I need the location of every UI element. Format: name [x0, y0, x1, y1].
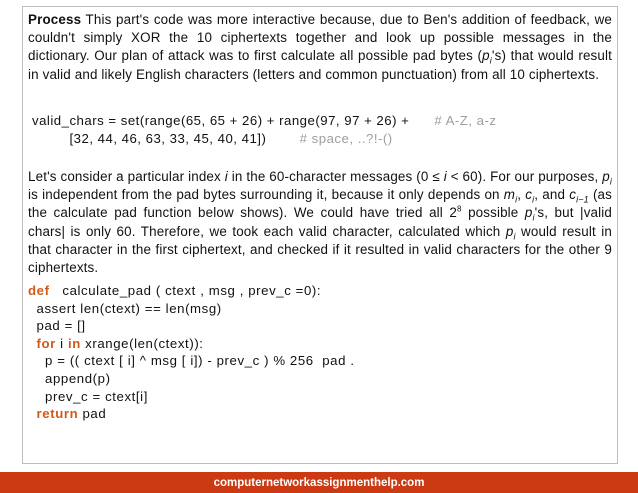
- code1-line1: valid_chars = set(range(65, 65 + 26) + range(97, 97 + 26) +: [32, 113, 410, 128]
- for-keyword: for: [36, 335, 56, 351]
- process-heading: Process: [28, 12, 82, 27]
- p2-text-3: < 60). For our purposes,: [446, 169, 603, 184]
- code2-line4: xrange(len(ctext)):: [80, 335, 204, 351]
- process-text-2: 's) that would result in valid and likely English characters (letters and common punctuation) from all 10 ciphertexts.: [28, 48, 612, 82]
- pi-symbol: p: [482, 48, 490, 64]
- def-keyword: def: [28, 283, 50, 298]
- p-subscript: i: [609, 176, 612, 187]
- index-i-2: i: [443, 169, 447, 184]
- process-text: This part's code was more interactive because, due to Ben's addition of feedback, we couldn't simply XOR the 10 ciphertexts together and look up possible messages in the dictionary. Our plan of attack was to first calculate all possible pad bytes (: [28, 12, 612, 64]
- p2-text-1: Let's consider a particular index: [28, 169, 225, 184]
- index-paragraph: [28, 168, 612, 277]
- c-prev-symbol: c: [569, 187, 577, 203]
- p2-text-6: , and: [534, 187, 570, 203]
- p2-text-8: possible: [461, 205, 525, 221]
- p2-text-2: in the 60-character messages (0 ≤: [227, 169, 444, 184]
- code2-line1: calculate_pad ( ctext , msg , prev_c =0):: [49, 283, 322, 298]
- p2-text-9: 's, but |valid chars| is only 60. Therefore, we took each valid character, calculated which: [28, 205, 612, 239]
- code1-comment2: # space, ..?!-(): [299, 131, 393, 146]
- code2-line6: append(p): [28, 370, 111, 386]
- code2-line5: p = (( ctext [ i] ^ msg [ i]) - prev_c ) % 256 pad .: [28, 353, 355, 369]
- c-symbol: c: [525, 187, 533, 203]
- p2-text-4: is independent from the pad bytes surrounding it, because it only depends on: [28, 187, 504, 203]
- in-keyword: in: [67, 335, 81, 351]
- code2-line2: assert len(ctext) == len(msg): [28, 300, 222, 316]
- p-symbol: p: [602, 169, 610, 184]
- m-symbol: m: [503, 187, 516, 203]
- process-paragraph: [28, 11, 612, 84]
- code2-line7: prev_c = ctext[i]: [28, 388, 148, 404]
- p-subscript-3: i: [513, 231, 516, 242]
- return-keyword: return: [36, 406, 79, 422]
- valid-chars-code: [32, 112, 612, 148]
- p-subscript-2: i: [532, 213, 535, 224]
- code2-line3: pad = []: [28, 318, 86, 334]
- loop-var: i: [55, 335, 68, 351]
- code2-line8: pad: [78, 406, 107, 422]
- p2-text-10: would result in that character in the first ciphertext, and checked if it resulted in valid characters for the other 9 ciphertexts.: [28, 223, 612, 276]
- exponent-8: 8: [457, 204, 462, 214]
- code1-line2: [32, 44, 46, 63, 33, 45, 40, 41]): [69, 131, 267, 146]
- p-symbol-3: p: [505, 223, 514, 239]
- pi-subscript: i: [489, 56, 492, 67]
- p2-text-7: (as the calculate pad function below shows). We could have tried all 2: [28, 187, 612, 221]
- code1-comment1: # A-Z, a-z: [434, 113, 497, 128]
- m-subscript: i: [515, 194, 518, 205]
- index-i: i: [224, 169, 228, 184]
- footer-website: computernetworkassignmenthelp.com: [160, 473, 478, 493]
- c-subscript: i: [532, 194, 535, 205]
- calculate-pad-code: [28, 282, 608, 423]
- p-symbol-2: p: [524, 205, 533, 221]
- c-prev-subscript: i−1: [576, 194, 589, 205]
- p2-text-5: ,: [517, 187, 526, 203]
